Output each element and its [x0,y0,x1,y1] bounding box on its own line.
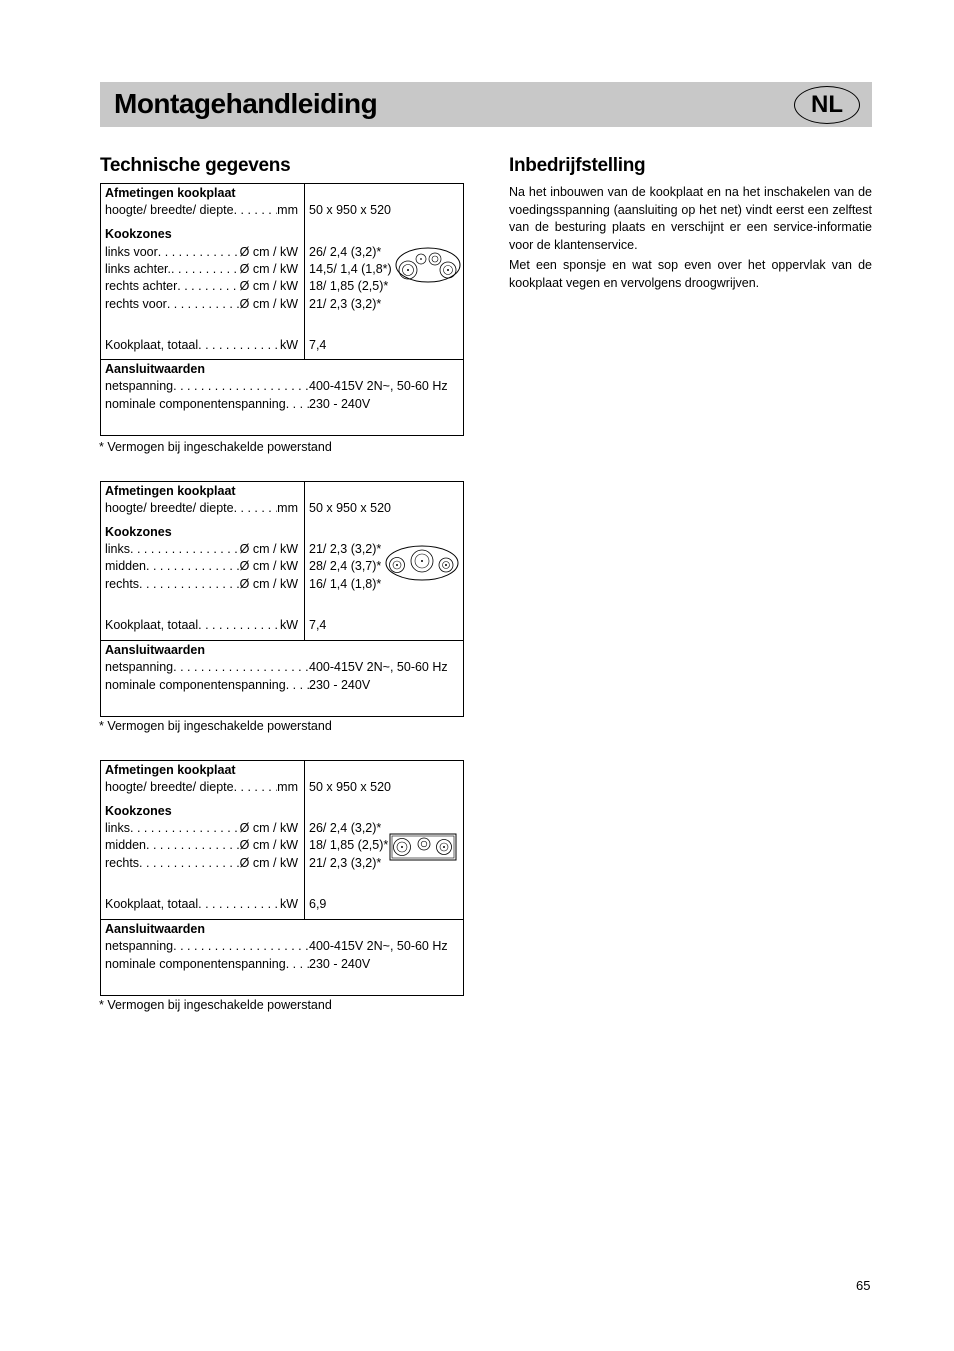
total-label: Kookplaat, totaal [105,897,199,911]
zone-unit: Ø cm / kW [239,245,298,259]
zone-row [105,262,298,277]
zone-label: links [105,821,131,835]
dims-value: 50 x 950 x 520 [309,203,392,217]
zone-label: rechts [105,856,140,870]
dims-unit: mm [277,203,298,217]
dims-label-row [105,780,298,795]
zone-label: midden [105,838,146,852]
hob-3-zone-rect-diagram [389,833,457,861]
total-label: Kookplaat, totaal [105,338,199,352]
section-title-startup: Inbedrijfstelling [509,155,646,176]
spec-table-2 [100,481,464,717]
zone-value: 28/ 2,4 (3,7)* [309,559,382,573]
spec-table-1-upper [101,184,463,360]
zone-label: links voor [105,245,158,259]
connection-row [105,379,309,394]
zone-row [105,838,298,853]
zone-unit: Ø cm / kW [239,279,298,293]
zone-value: 14,5/ 1,4 (1,8*) [309,262,392,276]
dims-value: 50 x 950 x 520 [309,780,392,794]
connection-label: netspanning [105,660,174,674]
spec-table-3-connection [101,920,463,995]
zone-row [105,297,298,312]
dims-label-row [105,203,298,218]
dims-label-row [105,501,298,516]
zone-row [105,279,298,294]
dims-heading: Afmetingen kookplaat [105,186,236,200]
zone-unit: Ø cm / kW [239,262,298,276]
zone-value: 21/ 2,3 (3,2)* [309,297,382,311]
zone-value: 16/ 1,4 (1,8)* [309,577,382,591]
spec-table-2-upper [101,482,463,641]
spec-table-1-connection [101,360,463,435]
language-badge: NL [794,86,860,124]
zone-label: midden [105,559,146,573]
page-header [100,82,872,127]
footnote-2: * Vermogen bij ingeschakelde powerstand [99,719,332,733]
connection-row [105,397,309,412]
zone-unit: Ø cm / kW [239,838,298,852]
total-row [105,618,298,633]
footnote-3: * Vermogen bij ingeschakelde powerstand [99,998,332,1012]
total-unit: kW [279,338,298,352]
zone-row [105,821,298,836]
total-label: Kookplaat, totaal [105,618,199,632]
zones-heading: Kookzones [105,227,172,241]
connection-value: 400-415V 2N~, 50-60 Hz [309,939,448,953]
total-unit: kW [279,897,298,911]
total-row [105,897,298,912]
total-unit: kW [279,618,298,632]
connection-row [105,660,309,675]
zone-value: 18/ 1,85 (2,5)* [309,838,389,852]
zone-unit: Ø cm / kW [239,297,298,311]
dims-value: 50 x 950 x 520 [309,501,392,515]
dims-unit: mm [277,501,298,515]
zone-row [105,856,298,871]
zone-label: rechts voor [105,297,167,311]
spec-table-2-connection [101,641,463,716]
zone-value: 21/ 2,3 (3,2)* [309,542,382,556]
connection-label: nominale componentenspanning [105,957,286,971]
zone-unit: Ø cm / kW [239,821,298,835]
page-number: 65 [856,1278,871,1293]
spec-table-1 [100,183,464,436]
zone-unit: Ø cm / kW [239,542,298,556]
connection-value: 400-415V 2N~, 50-60 Hz [309,660,448,674]
connection-value: 230 - 240V [309,678,371,692]
zone-label: links [105,542,131,556]
total-value: 6,9 [309,897,327,911]
connection-row [105,939,309,954]
footnote-1: * Vermogen bij ingeschakelde powerstand [99,440,332,454]
dims-label: hoogte/ breedte/ diepte [105,501,234,515]
startup-paragraph-1: Na het inbouwen van de kookplaat en na het inschakelen van de voedingsspanning (aansluiting op het net) vindt eerst een zelftest van de besturing plaats en verschijnt er een service-informatie voor de klantenservice. [509,185,872,252]
dims-label: hoogte/ breedte/ diepte [105,780,234,794]
total-value: 7,4 [309,618,327,632]
zone-value: 18/ 1,85 (2,5)* [309,279,389,293]
connection-heading: Aansluitwaarden [105,922,206,936]
spec-table-3 [100,760,464,996]
zone-unit: Ø cm / kW [239,856,298,870]
zone-value: 21/ 2,3 (3,2)* [309,856,382,870]
zone-row [105,577,298,592]
zone-unit: Ø cm / kW [239,577,298,591]
connection-row [105,678,309,693]
startup-paragraph-2: Met een sponsje en wat sop even over het oppervlak van de kookplaat vegen en vervolgens droogwrijven. [509,258,872,290]
zone-label: links achter. [105,262,172,276]
connection-value: 230 - 240V [309,957,371,971]
connection-heading: Aansluitwaarden [105,643,206,657]
connection-value: 400-415V 2N~, 50-60 Hz [309,379,448,393]
hob-3-zone-oval-diagram [384,544,460,582]
connection-value: 230 - 240V [309,397,371,411]
page-title: Montagehandleiding [114,88,378,119]
zone-unit: Ø cm / kW [239,559,298,573]
dims-unit: mm [277,780,298,794]
total-row [105,338,298,353]
dims-heading: Afmetingen kookplaat [105,484,236,498]
spec-table-3-upper [101,761,463,920]
connection-row [105,957,309,972]
connection-label: nominale componentenspanning [105,397,286,411]
hob-4-zone-diagram [394,245,462,285]
zone-value: 26/ 2,4 (3,2)* [309,821,382,835]
connection-heading: Aansluitwaarden [105,362,206,376]
dims-heading: Afmetingen kookplaat [105,763,236,777]
zone-row [105,542,298,557]
zone-row [105,245,298,260]
zones-heading: Kookzones [105,804,172,818]
zone-value: 26/ 2,4 (3,2)* [309,245,382,259]
zone-label: rechts achter [105,279,178,293]
zones-heading: Kookzones [105,525,172,539]
connection-label: nominale componentenspanning [105,678,286,692]
total-value: 7,4 [309,338,327,352]
zone-row [105,559,298,574]
dims-label: hoogte/ breedte/ diepte [105,203,234,217]
zone-label: rechts [105,577,140,591]
connection-label: netspanning [105,939,174,953]
connection-label: netspanning [105,379,174,393]
section-title-technical: Technische gegevens [100,155,291,176]
